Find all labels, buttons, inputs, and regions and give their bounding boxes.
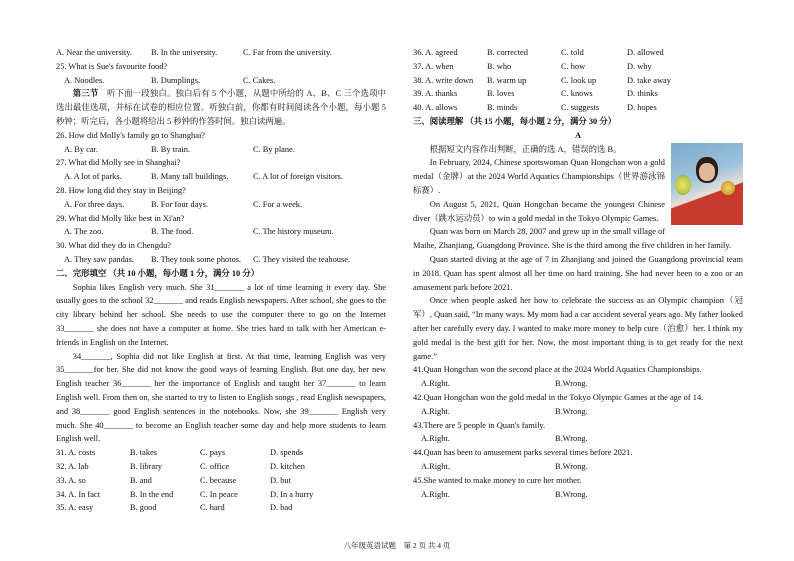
choice-option: B. good — [130, 503, 157, 513]
reading-paragraph: Quan was born on March 28, 2007 and grew up in the small village of Maihe, Zhanjiang, Guangdong Province. She is the third among the five children in her family. — [413, 227, 732, 251]
choice-option: D. bad — [270, 503, 293, 513]
section3-title: 三、阅读理解 （共 15 小题，每小题 2 分，满分 30 分） — [413, 116, 617, 126]
choice-option: D. hopes — [627, 103, 657, 113]
listening-questions — [56, 129, 386, 267]
right-column — [413, 46, 743, 501]
choice-option: B. loves — [487, 89, 515, 99]
option: A. A lot of parks. — [64, 172, 122, 182]
choice-option: 33. A. so — [56, 475, 86, 485]
choice-row — [56, 488, 386, 502]
reading-paragraph: Once when people asked her how to celebrate the success as an Olympic champion（冠军）, Quan said, “In many ways. My mom had a car accident several years ago. My father looked after her carefully every day. I wanted to make more money to help cure（治愈）her. I think my gold medal is the best gift for her. Now, the most important thing is to get ready for the next game.” — [413, 296, 743, 361]
choice-option: C. look up — [561, 75, 597, 85]
option: B. They took some photos. — [151, 254, 242, 264]
reading-paragraph: On August 5, 2021, Quan Hongchan became the youngest Chinese diver（跳水运动员）to win a gold medal in the Tokyo Olympic Games. — [413, 199, 665, 223]
choice-option: 39. A. thanks — [413, 89, 458, 99]
choice-option: C. because — [200, 475, 237, 485]
choice-option: B. corrected — [487, 48, 528, 57]
option: B. Dumplings. — [151, 75, 201, 85]
choice-option: 38. A. write down — [413, 75, 474, 85]
option: A. The zoo. — [64, 227, 104, 237]
choice-row — [56, 446, 386, 460]
q24-options — [56, 46, 386, 60]
choice-option: C. suggests — [561, 103, 600, 113]
answer-options — [413, 432, 743, 446]
answer-options — [413, 488, 743, 502]
choice-option: B. who — [487, 61, 512, 71]
choice-option: B. In the end — [130, 489, 174, 499]
option: B. By train. — [151, 144, 191, 154]
option: A. They saw pandas. — [64, 254, 134, 264]
section2-title: 二、完形填空 （共 10 小题，每小题 1 分，满分 10 分） — [56, 268, 260, 278]
choice-option: D. but — [270, 475, 291, 485]
question-options — [56, 253, 386, 267]
question-26: 26. How did Molly's family go to Shanghai? — [56, 130, 205, 140]
reading-paragraph: Quan started diving at the age of 7 in Zhanjiang and joined the Guangdong provincial team in 2018. Quan has spent almost all her time on hard training. She had never been to a zoo or an amusement park before 2021. — [413, 254, 743, 292]
question-29: 29. What did Molly like best in Xi'an? — [56, 213, 185, 223]
choice-option: 34. A. In fact — [56, 489, 100, 499]
option-right: A.Right. — [421, 434, 450, 444]
answer-options — [413, 377, 743, 391]
option: C. Cakes. — [243, 75, 276, 85]
question-43: 43.There are 5 people in Quan's family. — [413, 420, 546, 430]
cloze-passage-2: 34_______, Sophia did not like English at first. At that time, learning English was very 35_______for her. She did not know the good ways of learning English. But one day, her new English teacher 36_______ her the importance of English and taught her 37_______ to learn English well. From then on, she started to try to listen to English songs , read English newspapers, and 38_______ good English sentences in the notebooks. Now, she 39_______ English very much. She 40_______ to become an English teacher some day and help more students to learn English well. — [56, 351, 386, 444]
choice-option: C. hard — [200, 503, 225, 513]
choice-option: 36. A. agreed — [413, 48, 458, 57]
option-right: A.Right. — [421, 379, 450, 389]
left-column — [56, 46, 386, 515]
choice-row — [56, 474, 386, 488]
option: C. By plane. — [253, 144, 295, 154]
option: B. For four days. — [151, 199, 208, 209]
choice-row — [56, 501, 386, 515]
choice-option: D. why — [627, 61, 652, 71]
choice-option: B. library — [130, 461, 163, 471]
question-45: 45.She wanted to make money to cure her mother. — [413, 475, 582, 485]
option: C. A lot of foreign visitors. — [253, 172, 344, 182]
option-wrong: B.Wrong. — [555, 379, 588, 389]
choice-option: D. kitchen — [270, 461, 305, 471]
option: A. Noodles. — [64, 75, 105, 85]
q25-options — [56, 74, 386, 88]
question-30: 30. What did they do in Chengdu? — [56, 241, 171, 251]
choice-option: C. office — [200, 461, 230, 471]
option: A. By car. — [64, 144, 98, 154]
option: C. The history museum. — [253, 227, 334, 237]
choice-row — [56, 460, 386, 474]
question-42: 42.Quan Hongchan won the gold medal in the Tokyo Olympic Games at the age of 14. — [413, 392, 704, 402]
option-wrong: B.Wrong. — [555, 406, 588, 416]
option: C. For a week. — [253, 199, 303, 209]
cloze-passage-1: Sophia likes English very much. She 31_______ a lot of time learning it every day. She usually goes to the school 32_______ and reads English newspapers. After school, she goes to the city library behind her school. She needs to use the computer there to go on the Internet 33_______ she does not have a computer at home. She tries hard to talk with her American e-friends in English on the Internet. — [56, 282, 386, 347]
choice-option: D. In a hurry — [270, 489, 314, 499]
question-44: 44.Quan has been to amusement parks several times before 2021. — [413, 448, 633, 458]
question-25: 25. What is Sue's favourite food? — [56, 61, 168, 71]
option-right: A.Right. — [421, 489, 450, 499]
section3-label: 第三节 — [72, 89, 99, 99]
question-options — [56, 170, 386, 184]
choice-option: D. allowed — [627, 48, 664, 57]
choice-row — [413, 46, 743, 60]
question-options — [56, 198, 386, 212]
choice-option: C. In peace — [200, 489, 238, 499]
option-wrong: B.Wrong. — [555, 489, 588, 499]
medal-image — [721, 181, 735, 195]
question-41: 41.Quan Hongchan won the second place at the 2024 World Aquatics Championships. — [413, 365, 702, 375]
choice-row — [413, 87, 743, 101]
option: B. In the university. — [151, 48, 218, 57]
choice-option: 35. A. easy — [56, 503, 94, 513]
choice-row — [413, 74, 743, 88]
reading-paragraph: In February, 2024, Chinese sportswoman Quan Hongchan won a gold medal（金牌）at the 2024 World Aquatics Championships（世界游泳锦标赛）. — [413, 158, 665, 195]
choice-option: C. pays — [200, 448, 226, 458]
choice-option: B. and — [130, 475, 152, 485]
choice-option: D. take away — [627, 75, 671, 85]
question-options — [56, 143, 386, 157]
choice-row — [413, 101, 743, 115]
answer-options — [413, 460, 743, 474]
choice-option: C. knows — [561, 89, 593, 99]
option: C. They visited the teahouse. — [253, 254, 351, 264]
question-options — [56, 225, 386, 239]
choice-option: 37. A. when — [413, 61, 454, 71]
option: C. Far from the university. — [243, 48, 332, 57]
athlete-photo — [671, 143, 743, 225]
choice-option: C. how — [561, 61, 586, 71]
question-27: 27. What did Molly see in Shanghai? — [56, 158, 181, 168]
true-false-questions — [413, 363, 743, 501]
section3-text: 听下面一段独白。独白后有 5 个小题，从题中所给的 A、B、C 三个选项中选出最佳选项，并标在试卷的相应位置。听独白前，你都有时间阅读各个小题，每小题 5 秒钟；听完后，各小题将给出 5 秒钟的作答时间。独白读两遍。 — [56, 89, 387, 126]
option: A. For three days. — [64, 199, 125, 209]
choice-option: B. warm up — [487, 75, 527, 85]
question-28: 28. How long did they stay in Beijing? — [56, 185, 186, 195]
option: B. The food. — [151, 227, 194, 237]
face-image — [699, 163, 715, 181]
section3-instructions — [56, 87, 386, 128]
choice-option: B. takes — [130, 448, 157, 458]
choice-option: C. told — [561, 48, 584, 57]
choice-option: D. spends — [270, 448, 304, 458]
choice-option: D. thinks — [627, 89, 658, 99]
reading-instruction: 根据短文内容作出判断，正确的选 A，错误的选 B。 — [429, 144, 622, 154]
choice-option: 31. A. costs — [56, 448, 96, 458]
choice-row — [413, 60, 743, 74]
choice-option: 32. A. lab — [56, 461, 89, 471]
option-wrong: B.Wrong. — [555, 461, 588, 471]
cloze-choices-left — [56, 446, 386, 515]
option-right: A.Right. — [421, 406, 450, 416]
option: B. Many tall buildings. — [151, 172, 229, 182]
option-wrong: B.Wrong. — [555, 434, 588, 444]
choice-option: 40. A. allows — [413, 103, 458, 113]
flowers-image — [675, 175, 691, 195]
choice-option: B. minds — [487, 103, 518, 113]
cloze-choices-right — [413, 46, 743, 115]
answer-options — [413, 405, 743, 419]
passage-label: A — [574, 130, 582, 140]
page-footer: 八年级英语试题 第 2 页 共 4 页 — [343, 541, 451, 550]
option-right: A.Right. — [421, 461, 450, 471]
option: A. Near the university. — [56, 48, 132, 57]
